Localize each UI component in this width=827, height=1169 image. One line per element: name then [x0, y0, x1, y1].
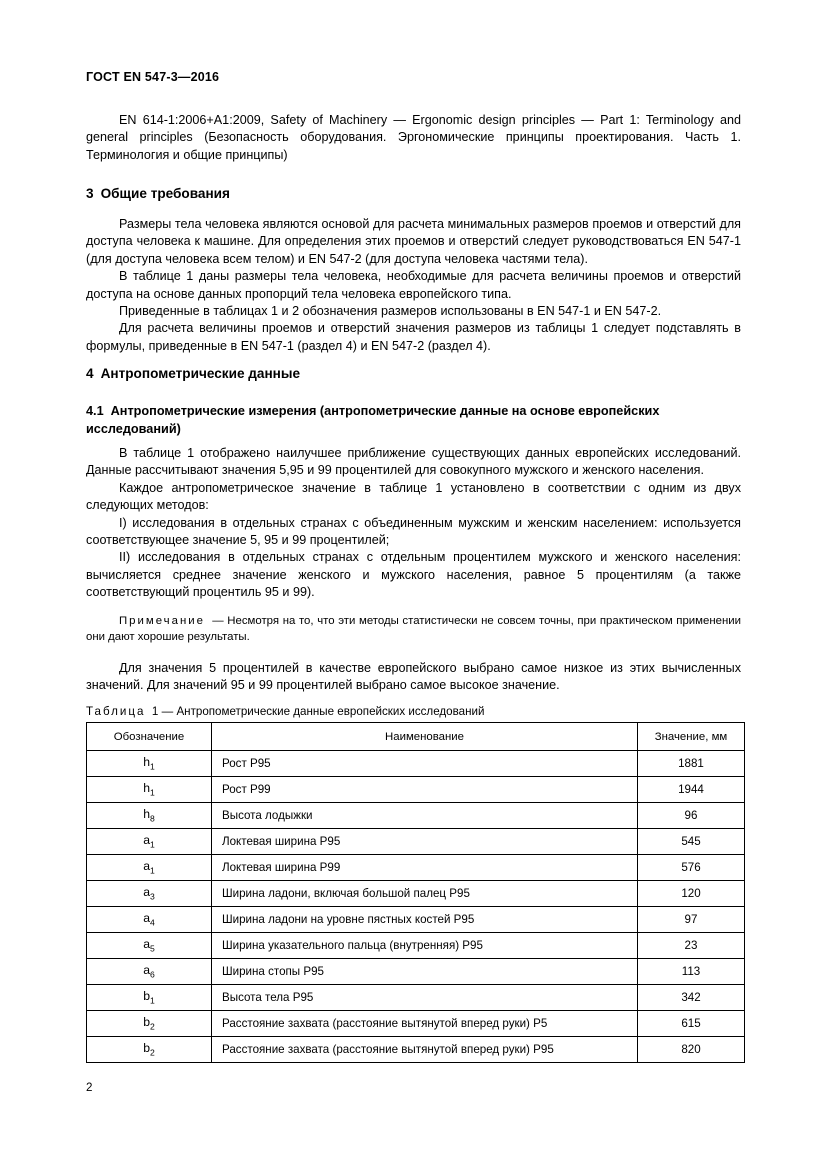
- section-3-title: Общие требования: [100, 186, 230, 201]
- table-header-row: [87, 723, 745, 751]
- table-row: [87, 803, 745, 829]
- symbol-subscript: 4: [150, 917, 155, 928]
- cell-symbol: [87, 933, 212, 959]
- column-header-symbol: Обозначение: [87, 723, 212, 751]
- cell-symbol: [87, 803, 212, 829]
- symbol-subscript: 1: [150, 761, 155, 772]
- table-body: [87, 751, 745, 1063]
- symbol-subscript: 5: [150, 943, 155, 954]
- cell-symbol: [87, 829, 212, 855]
- paragraph: Размеры тела человека являются основой для расчета минимальных размеров проемов и отверстий для доступа человека к машине. Для определения этих проемов и отверстий следует руководствоваться EN 547-1 (для доступа человека всем телом) и EN 547-2 (для доступа человека частями тела).: [86, 217, 741, 266]
- symbol-text: $h_8$: [143, 807, 155, 824]
- paragraph: В таблице 1 отображено наилучшее приближение существующих данных европейских исследований. Данные рассчитывают значения 5,95 и 99 процентилей для совокупного мужского и женского населения.: [86, 446, 741, 478]
- cell-symbol: [87, 1011, 212, 1037]
- cell-name: Расстояние захвата (расстояние вытянутой вперед руки) Р95: [212, 1037, 638, 1063]
- symbol-subscript: 1: [150, 865, 155, 876]
- table-caption-label: Таблица: [86, 705, 146, 718]
- table-row: [87, 1011, 745, 1037]
- cell-value: 545: [638, 829, 745, 855]
- symbol-subscript: 1: [150, 839, 155, 850]
- closing-block: [86, 660, 741, 695]
- section-3-heading: [86, 186, 741, 201]
- table-caption: [86, 704, 741, 719]
- note-block: [86, 613, 741, 646]
- list-item: I) исследования в отдельных странах с объединенным мужским и женским населением: используется соответствующее значение 5, 95 и 99 процентилей;: [86, 515, 741, 548]
- list-item: II) исследования в отдельных странах с отдельным процентилем мужского и женского населения: вычисляется среднее значение женского и мужского населения, равное 5 процентилям (а также соответствующий процентиль 95 и 99).: [86, 550, 741, 600]
- table-1: [86, 722, 741, 1063]
- symbol-text: $a_4$: [143, 911, 155, 928]
- symbol-subscript: 3: [150, 891, 155, 902]
- table-caption-dash: —: [161, 705, 174, 718]
- cell-value: 96: [638, 803, 745, 829]
- cell-value: 1881: [638, 751, 745, 777]
- symbol-text: $a_5$: [143, 937, 155, 954]
- symbol-text: $b_2$: [143, 1041, 155, 1058]
- section-4-title: Антропометрические данные: [100, 366, 301, 381]
- cell-symbol: [87, 881, 212, 907]
- cell-value: 1944: [638, 777, 745, 803]
- cell-value: 120: [638, 881, 745, 907]
- symbol-subscript: 8: [150, 813, 155, 824]
- cell-name: Высота тела Р95: [212, 985, 638, 1011]
- table-row: [87, 855, 745, 881]
- section-3-number: 3: [86, 186, 94, 201]
- note-paragraph: [86, 613, 741, 646]
- cell-name: Ширина ладони на уровне пястных костей Р95: [212, 907, 638, 933]
- symbol-text: $a_3$: [143, 885, 155, 902]
- table-row: [87, 1037, 745, 1063]
- table-header: [87, 723, 745, 751]
- reference-paragraph: EN 614-1:2006+A1:2009, Safety of Machinery — Ergonomic design principles — Part 1: Terminology and general principles (Безопасность оборудования. Эргономические принципы проектирования. Часть 1. Терминология и общие принципы): [86, 113, 741, 162]
- cell-value: 820: [638, 1037, 745, 1063]
- cell-name: Локтевая ширина Р99: [212, 855, 638, 881]
- anthropometric-data-table: [86, 722, 745, 1063]
- cell-value: 576: [638, 855, 745, 881]
- note-label: Примечание: [119, 615, 205, 627]
- symbol-subscript: 1: [150, 995, 155, 1006]
- cell-value: 615: [638, 1011, 745, 1037]
- running-header: ГОСТ EN 547-3—2016: [86, 70, 220, 84]
- cell-name: Ширина ладони, включая большой палец Р95: [212, 881, 638, 907]
- cell-symbol: [87, 777, 212, 803]
- cell-name: Расстояние захвата (расстояние вытянутой вперед руки) Р5: [212, 1011, 638, 1037]
- table-caption-number: 1: [151, 705, 159, 718]
- cell-symbol: [87, 959, 212, 985]
- cell-name: Высота лодыжки: [212, 803, 638, 829]
- cell-value: 342: [638, 985, 745, 1011]
- table-row: [87, 751, 745, 777]
- section-4-heading: [86, 366, 741, 381]
- cell-symbol: [87, 985, 212, 1011]
- paragraph: Каждое антропометрическое значение в таблице 1 установлено в соответствии с одним из двух следующих методов:: [86, 480, 741, 513]
- cell-symbol: [87, 907, 212, 933]
- cell-name: Ширина указательного пальца (внутренняя) Р95: [212, 933, 638, 959]
- table-row: [87, 777, 745, 803]
- section-4-number: 4: [86, 366, 94, 381]
- note-dash: —: [212, 615, 224, 627]
- table-row: [87, 933, 745, 959]
- cell-name: Локтевая ширина Р95: [212, 829, 638, 855]
- reference-block: [86, 112, 741, 164]
- cell-name: Рост Р99: [212, 777, 638, 803]
- symbol-subscript: 2: [150, 1047, 155, 1058]
- cell-symbol: [87, 1037, 212, 1063]
- column-header-value: Значение, мм: [638, 723, 745, 751]
- table-row: [87, 985, 745, 1011]
- symbol-subscript: 6: [150, 969, 155, 980]
- table-row: [87, 907, 745, 933]
- cell-value: 97: [638, 907, 745, 933]
- symbol-text: $a_6$: [143, 963, 155, 980]
- section-4-body: [86, 445, 741, 602]
- symbol-text: $b_2$: [143, 1015, 155, 1032]
- symbol-text: $h_1$: [143, 755, 155, 772]
- symbol-text: $a_1$: [143, 859, 155, 876]
- table-row: [87, 829, 745, 855]
- symbol-subscript: 1: [150, 787, 155, 798]
- cell-symbol: [87, 855, 212, 881]
- cell-name: Ширина стопы Р95: [212, 959, 638, 985]
- paragraph: В таблице 1 даны размеры тела человека, необходимые для расчета величины проемов и отверстий доступа на основе данных пропорций тела человека европейского типа.: [86, 269, 741, 301]
- paragraph: Для расчета величины проемов и отверстий значения размеров из таблицы 1 следует подставлять в формулы, приведенные в EN 547-1 (раздел 4) и EN 547-2 (раздел 4).: [86, 321, 741, 353]
- symbol-text: $a_1$: [143, 833, 155, 850]
- table-row: [87, 881, 745, 907]
- subsection-number: 4.1: [86, 404, 104, 418]
- subsection-4-1-heading: [86, 403, 741, 438]
- cell-value: 23: [638, 933, 745, 959]
- table-caption-title: Антропометрические данные европейских исследований: [176, 705, 485, 718]
- symbol-text: $h_1$: [143, 781, 155, 798]
- paragraph: Приведенные в таблицах 1 и 2 обозначения размеров использованы в EN 547-1 и EN 547-2.: [119, 304, 662, 319]
- cell-value: 113: [638, 959, 745, 985]
- page-number: 2: [86, 1081, 93, 1094]
- symbol-subscript: 2: [150, 1021, 155, 1032]
- symbol-text: $b_1$: [143, 989, 155, 1006]
- cell-symbol: [87, 751, 212, 777]
- column-header-name: Наименование: [212, 723, 638, 751]
- note-text: Несмотря на то, что эти методы статистически не совсем точны, при практическом применении они дают хорошие результаты.: [86, 615, 741, 644]
- table-row: [87, 959, 745, 985]
- section-3-body: [86, 216, 741, 355]
- paragraph: Для значения 5 процентилей в качестве европейского выбрано самое низкое из этих вычисленных значений. Для значений 95 и 99 процентилей выбрано самое высокое значение.: [86, 661, 741, 693]
- cell-name: Рост Р95: [212, 751, 638, 777]
- subsection-title: Антропометрические измерения (антропометрические данные на основе европейских исследований): [86, 404, 660, 436]
